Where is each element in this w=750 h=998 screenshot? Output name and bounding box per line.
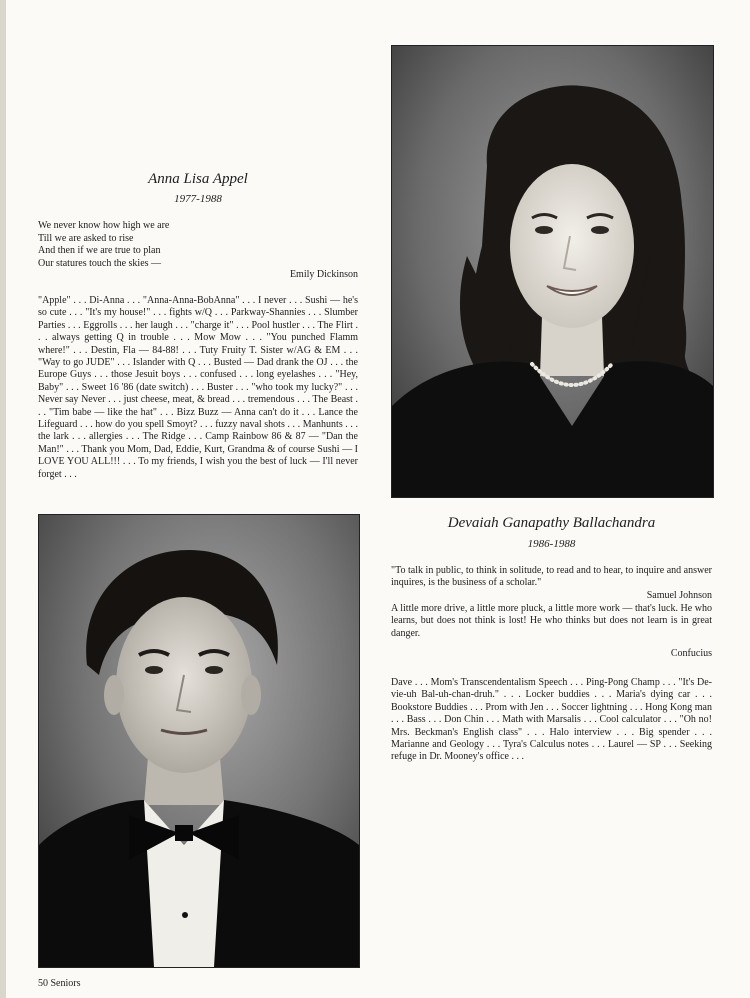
senior-years-anna: 1977-1988 — [174, 193, 222, 205]
poem-line: Our statures touch the skies — — [38, 257, 162, 269]
senior-portrait-anna — [391, 45, 714, 498]
senior-memories-anna: "Apple" . . . Di-Anna . . . "Anna-Anna-BobAnna" . . . I never . . . Sushi — he's so cute . . . "It's my house!" . . . fights w/Q . . . Parkway-Shannies . . . Slumber Parties . . . Eggrolls . . . her laugh . . . "charge it" . . . Pool hustler . . . The Flirt . . . always getting Q in trouble . . . Mow Mow . . . "You punched Flamm where!" . . . Destin, Fla — 84-88! . . . Tuty Fruity T. Sister w/AG & EM . . . "Way to go JUDE" . . . Islander with Q . . . Busted — Dad drank the OJ . . . the Europe Guys . . . those Jesuit boys . . . confused . . . long eyelashes . . . "Hey, Baby" . . . Sweet 16 '86 (date switch) . . . Buster . . . "who took my lucky?" . . . Never say Never . . . just cheese, meat, & bread . . . tremendous . . . The Beast . . . "Tim babe — like the hat" . . . Bizz Buzz — Anna can't do it . . . Lance the Lifeguard . . . how do you spell Smoyt? . . . fuzzy naval shots . . . Manhunts . . . the lark . . . allergies . . . The Ridge . . . Camp Rainbow 86 & 87 — "Dan the Man!" . . . Thank you Mom, Dad, Eddie, Kurt, Grandma & of course Sushi — I LOVE YOU ALL!!! . . . To my friends, I wish you the best of luck — I'll never forget . . . — [38, 295, 358, 480]
poem-line: And then if we are true to plan — [38, 245, 161, 256]
quote-attribution-johnson: Samuel Johnson — [646, 590, 712, 601]
quote-confucius: A little more drive, a little more pluck, a little more work — that's luck. He who learns, but does not think is lost! He who thinks but does not learn is in great danger. — [391, 603, 712, 639]
poem-line: We never know how high we are — [38, 220, 170, 231]
page-number: 50 — [38, 978, 48, 989]
page-edge — [0, 0, 6, 998]
quote-attribution-confucius: Confucius — [670, 648, 712, 659]
senior-name-anna: Anna Lisa Appel — [148, 171, 248, 187]
senior-name-devaiah: Devaiah Ganapathy Ballachandra — [447, 515, 656, 531]
quote-johnson: "To talk in public, to think in solitude, to read and to hear, to inquire and answer inquires, is the business of a scholar." — [391, 565, 712, 589]
poem-anna — [38, 220, 169, 270]
senior-memories-devaiah: Dave . . . Mom's Transcendentalism Speech . . . Ping-Pong Champ . . . "It's De-vie-uh Bal-uh-chan-druh." . . . Locker buddies . . . Maria's dying car . . . Bookstore Buddies . . . Prom with Jen . . . Soccer lightning . . . Hong Kong man . . . Bass . . . Don Chin . . . Math with Marsalis . . . Cool calculator . . . "Oh no! Mrs. Beckman's English class" . . . Halo interview . . . Big spender . . . Marianne and Geology . . . Tyra's Calculus notes . . . Laurel — SP . . . Seeking refuge in Dr. Mooney's office . . . — [391, 677, 712, 763]
senior-portrait-devaiah — [38, 514, 360, 968]
page-footer — [38, 978, 81, 989]
section-label: Seniors — [50, 978, 81, 989]
poem-attribution-anna: Emily Dickinson — [289, 269, 358, 280]
senior-years-devaiah: 1986-1988 — [527, 538, 576, 550]
poem-line: Till we are asked to rise — [38, 232, 134, 244]
